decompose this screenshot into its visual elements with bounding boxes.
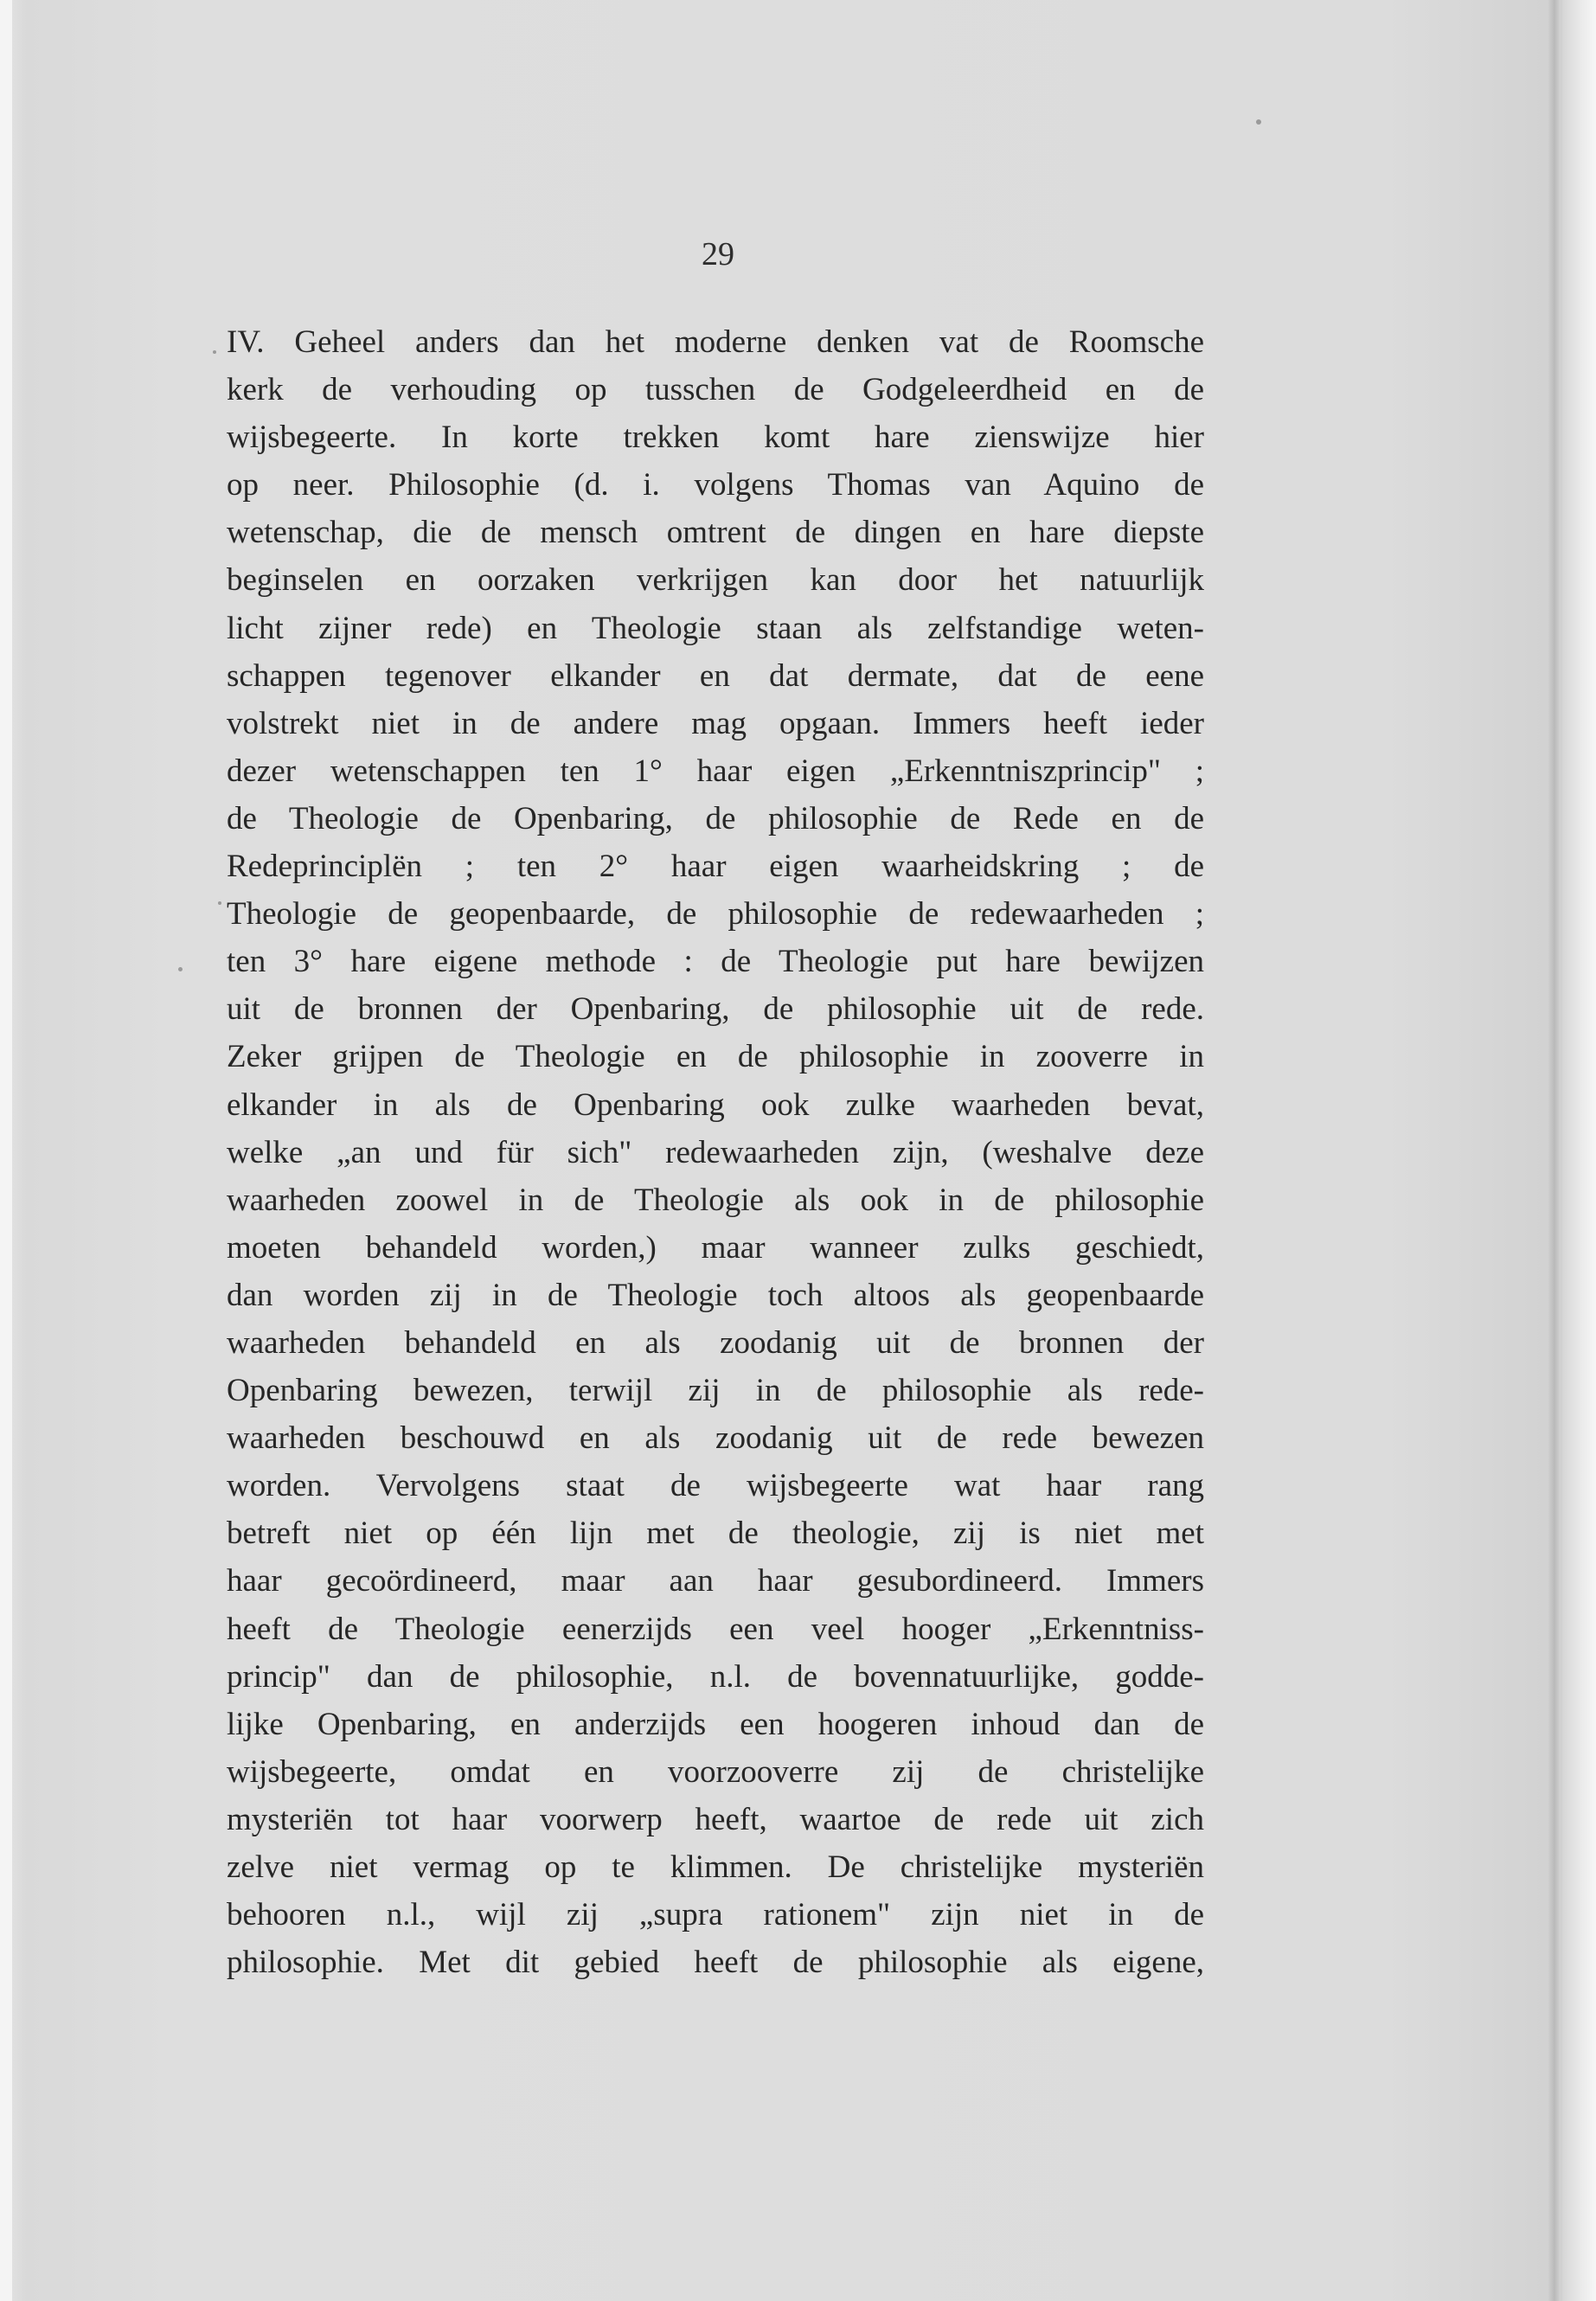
text-line: lijke Openbaring, en anderzijds een hoogeren inhoud dan de: [227, 1706, 1204, 1742]
text-line: wijsbegeerte, omdat en voorzooverre zij de christelijke: [227, 1753, 1204, 1790]
text-line: waarheden behandeld en als zoodanig uit de bronnen der: [227, 1324, 1204, 1361]
text-line: Redeprinciplën ; ten 2° haar eigen waarheidskring ; de: [227, 849, 1204, 885]
text-line: uit de bronnen der Openbaring, de philosophie uit de rede.: [227, 991, 1204, 1028]
text-line: haar gecoördineerd, maar aan haar gesubordineerd. Immers: [227, 1563, 1204, 1599]
text-line: IV. Geheel anders dan het moderne denken vat de Roomsche: [227, 324, 1204, 360]
text-line: wijsbegeerte. In korte trekken komt hare zienswijze hier: [227, 420, 1204, 456]
text-line: volstrekt niet in de andere mag opgaan. Immers heeft ieder: [227, 705, 1204, 741]
text-line: behooren n.l., wijl zij „supra rationem" zijn niet in de: [227, 1897, 1204, 1933]
page-number: 29: [702, 236, 734, 272]
text-line: philosophie. Met dit gebied heeft de philosophie als eigene,: [227, 1945, 1204, 1981]
page-left-edge: [0, 0, 12, 2301]
text-line: licht zijner rede) en Theologie staan als zelfstandige weten-: [227, 610, 1204, 646]
paper-speck: [1256, 119, 1261, 125]
text-line: wetenschap, die de mensch omtrent de dingen en hare diepste: [227, 515, 1204, 551]
text-line: Zeker grijpen de Theologie en de philosophie in zooverre in: [227, 1039, 1204, 1075]
text-line: kerk de verhouding op tusschen de Godgeleerdheid en de: [227, 372, 1204, 408]
text-line: elkander in als de Openbaring ook zulke waarheden bevat,: [227, 1086, 1204, 1123]
text-line: moeten behandeld worden,) maar wanneer zulks geschiedt,: [227, 1229, 1204, 1266]
text-line: dan worden zij in de Theologie toch altoos als geopenbaarde: [227, 1277, 1204, 1313]
text-line: princip" dan de philosophie, n.l. de bovennatuurlijke, godde-: [227, 1658, 1204, 1695]
body-text: [227, 318, 1204, 1986]
text-line: betreft niet op één lijn met de theologie, zij is niet met: [227, 1516, 1204, 1552]
text-line: waarheden zoowel in de Theologie als ook in de philosophie: [227, 1182, 1204, 1218]
paper-speck: [178, 967, 183, 971]
binding-shadow: [1548, 0, 1561, 2301]
text-line: dezer wetenschappen ten 1° haar eigen „Erkenntniszprincip" ;: [227, 753, 1204, 789]
text-line: mysteriën tot haar voorwerp heeft, waartoe de rede uit zich: [227, 1801, 1204, 1837]
text-line: de Theologie de Openbaring, de philosophie de Rede en de: [227, 800, 1204, 836]
text-line: welke „an und für sich" redewaarheden zijn, (weshalve deze: [227, 1134, 1204, 1170]
text-line: schappen tegenover elkander en dat dermate, dat de eene: [227, 657, 1204, 694]
text-line: beginselen en oorzaken verkrijgen kan door het natuurlijk: [227, 562, 1204, 599]
paper-speck: [213, 350, 216, 354]
text-line: Openbaring bewezen, terwijl zij in de philosophie als rede-: [227, 1373, 1204, 1409]
text-line: Theologie de geopenbaarde, de philosophie de redewaarheden ;: [227, 896, 1204, 933]
text-line: op neer. Philosophie (d. i. volgens Thomas van Aquino de: [227, 467, 1204, 503]
text-line: ten 3° hare eigene methode : de Theologie put hare bewijzen: [227, 944, 1204, 980]
text-line: zelve niet vermag op te klimmen. De christelijke mysteriën: [227, 1849, 1204, 1885]
paper-speck: [218, 901, 221, 905]
text-line: waarheden beschouwd en als zoodanig uit de rede bewezen: [227, 1420, 1204, 1457]
text-line: worden. Vervolgens staat de wijsbegeerte wat haar rang: [227, 1468, 1204, 1504]
text-line: heeft de Theologie eenerzijds een veel hooger „Erkenntniss-: [227, 1611, 1204, 1647]
